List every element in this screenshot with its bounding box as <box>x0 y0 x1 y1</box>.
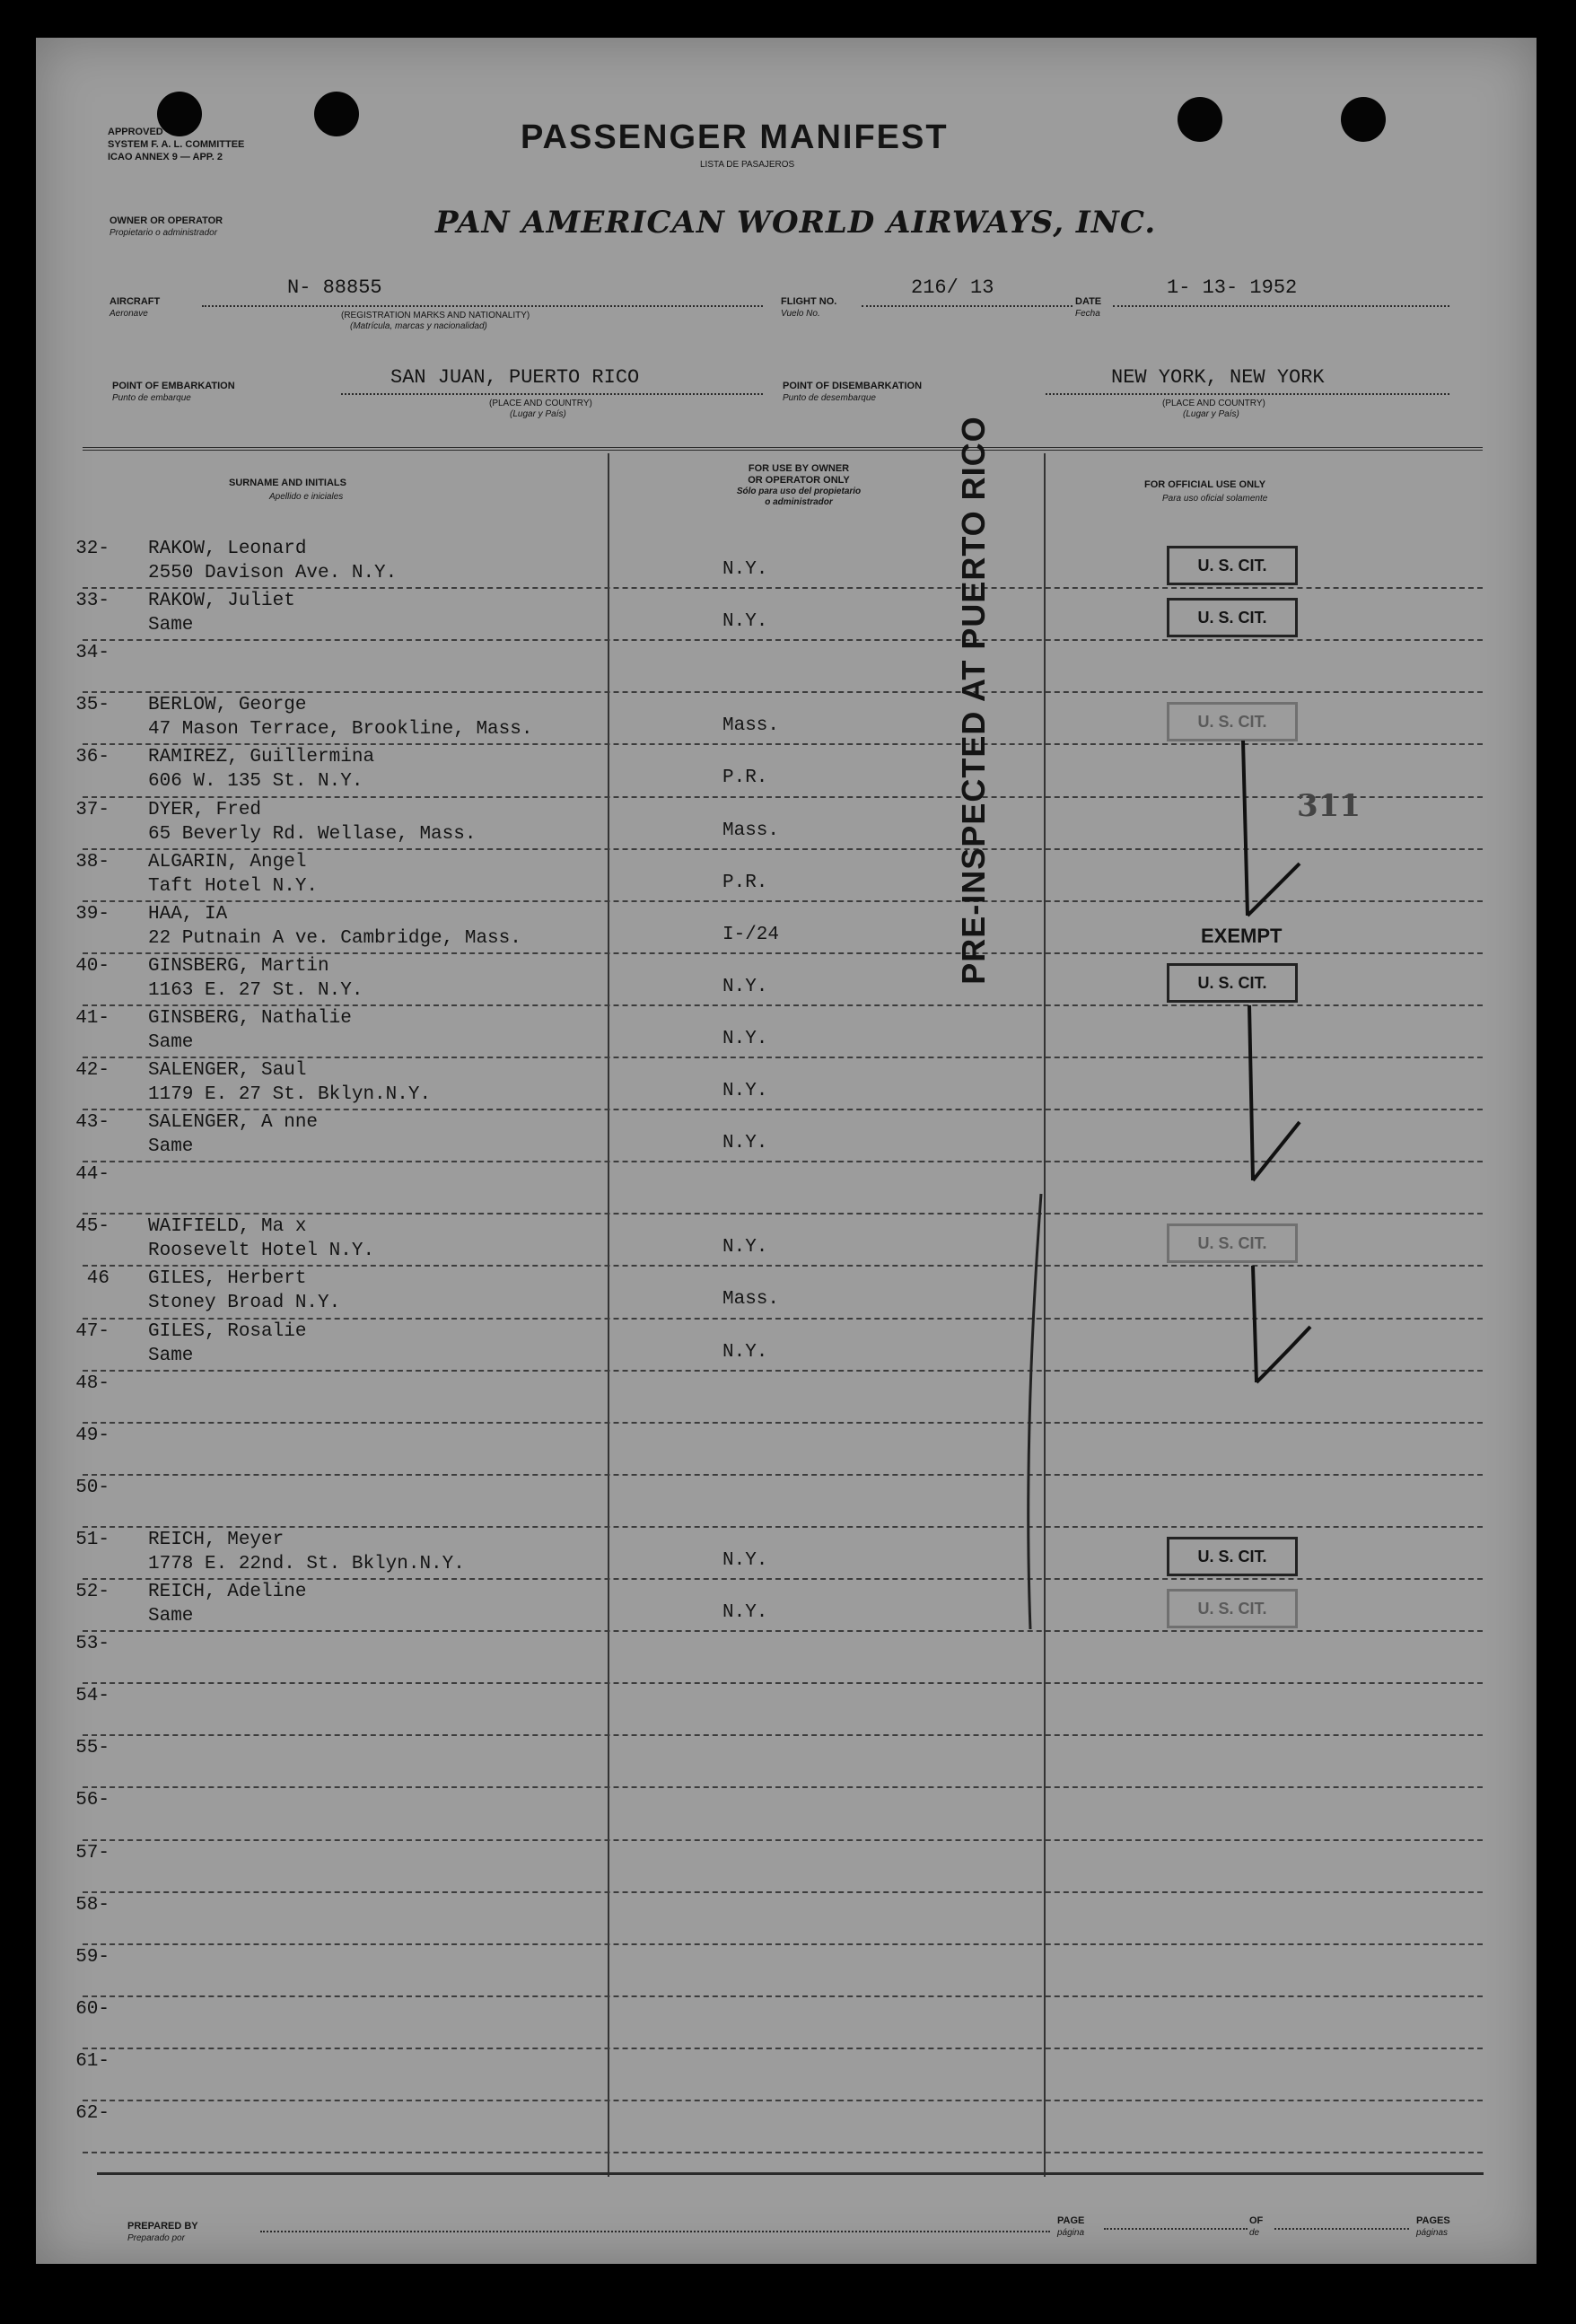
embark-place-caption: (PLACE AND COUNTRY) <box>489 399 592 408</box>
disembark-value: NEW YORK, NEW YORK <box>1111 366 1325 389</box>
registration-caption-es: (Matrícula, marcas y nacionalidad) <box>350 321 487 331</box>
row-number: 41- <box>75 1007 109 1029</box>
passenger-name: REICH, Adeline <box>148 1582 307 1602</box>
pages-label-es: páginas <box>1416 2228 1449 2238</box>
operator-state: N.Y. <box>722 1081 768 1101</box>
flight-value: 216/ 13 <box>911 276 994 299</box>
row-number: 61- <box>75 2050 109 2072</box>
row-number: 33- <box>75 591 109 612</box>
row-number: 44- <box>75 1164 109 1186</box>
passenger-name: SALENGER, A nne <box>148 1112 319 1134</box>
form-title: PASSENGER MANIFEST <box>521 118 949 156</box>
col-head-surname-es: Apellido e iniciales <box>269 492 344 502</box>
embark-value: SAN JUAN, PUERTO RICO <box>390 366 640 389</box>
col-head-official-es: Para uso oficial solamente <box>1162 494 1268 504</box>
passenger-name: WAIFIELD, Ma x <box>148 1216 307 1238</box>
date-label-es: Fecha <box>1075 309 1100 319</box>
passenger-name: RAKOW, Leonard <box>148 539 307 559</box>
row-number: 42- <box>75 1060 109 1081</box>
of-label: OF <box>1249 2215 1264 2226</box>
flight-label-es: Vuelo No. <box>781 309 820 319</box>
passenger-address: Taft Hotel N.Y. <box>148 875 319 897</box>
col-head-operator-line: OR OPERATOR ONLY <box>748 475 850 486</box>
bracket-line <box>1029 1194 1041 1629</box>
col-head-surname: SURNAME AND INITIALS <box>229 478 346 488</box>
passenger-name: GILES, Herbert <box>148 1268 307 1290</box>
row-number: 59- <box>75 1946 109 1968</box>
pre-inspected-stamp: PRE-INSPECTED AT PUERTO RICO <box>955 416 992 985</box>
us-citizen-stamp: U. S. CIT. <box>1167 963 1298 1003</box>
passenger-name: REICH, Meyer <box>148 1529 285 1550</box>
row-number: 34- <box>75 643 109 664</box>
row-number: 37- <box>75 799 109 820</box>
row-number: 39- <box>75 903 109 925</box>
operator-state: P.R. <box>722 767 768 789</box>
us-citizen-stamp: U. S. CIT. <box>1167 546 1298 585</box>
operator-state: N.Y. <box>722 1341 768 1363</box>
passenger-address: Roosevelt Hotel N.Y. <box>148 1241 375 1262</box>
flight-label: FLIGHT NO. <box>781 296 837 307</box>
passenger-address: Same <box>148 1606 194 1627</box>
passenger-address: Same <box>148 1136 194 1158</box>
row-number: 48- <box>75 1372 109 1394</box>
row-number: 51- <box>75 1529 109 1550</box>
aircraft-value: N- 88855 <box>287 276 382 299</box>
operator-state: I-/24 <box>722 924 780 945</box>
us-citizen-stamp: U. S. CIT. <box>1167 1537 1298 1576</box>
operator-state: N.Y. <box>722 1549 768 1571</box>
us-citizen-stamp: U. S. CIT. <box>1167 702 1298 741</box>
passenger-address: Stoney Broad N.Y. <box>148 1293 341 1314</box>
owner-label-es: Propietario o administrador <box>109 228 218 238</box>
disembark-place-caption: (PLACE AND COUNTRY) <box>1162 399 1265 408</box>
operator-state: N.Y. <box>722 1028 768 1049</box>
aircraft-label-es: Aeronave <box>109 309 148 319</box>
disembark-label: POINT OF DISEMBARKATION <box>783 381 923 391</box>
approval-line: ICAO ANNEX 9 — APP. 2 <box>108 152 223 162</box>
approval-line: APPROVED <box>108 127 163 137</box>
passenger-address: 1179 E. 27 St. Bklyn.N.Y. <box>148 1084 432 1105</box>
row-number: 56- <box>75 1790 109 1811</box>
operator-state: Mass. <box>722 820 780 841</box>
col-head-operator-es: o administrador <box>765 497 833 507</box>
row-number: 58- <box>75 1894 109 1916</box>
row-number: 45- <box>75 1216 109 1238</box>
passenger-address: 606 W. 135 St. N.Y. <box>148 771 363 793</box>
row-number: 43- <box>75 1112 109 1134</box>
footer-divider <box>97 2172 1484 2175</box>
date-value: 1- 13- 1952 <box>1167 276 1298 299</box>
of-label-es: de <box>1249 2228 1260 2238</box>
row-number: 55- <box>75 1738 109 1759</box>
embark-place-caption-es: (Lugar y País) <box>510 409 566 419</box>
row-number: 50- <box>75 1477 109 1498</box>
passenger-address: 22 Putnain A ve. Cambridge, Mass. <box>148 927 521 949</box>
row-number: 32- <box>75 539 109 559</box>
page-label-es: página <box>1057 2228 1085 2238</box>
pages-label: PAGES <box>1416 2215 1450 2226</box>
passenger-name: GILES, Rosalie <box>148 1320 307 1342</box>
passenger-name: DYER, Fred <box>148 799 262 820</box>
col-head-operator-es: Sólo para uso del propietario <box>736 487 862 496</box>
passenger-name: ALGARIN, Angel <box>148 851 307 873</box>
embark-label: POINT OF EMBARKATION <box>112 381 235 391</box>
exempt-stamp: EXEMPT <box>1201 925 1283 947</box>
passenger-name: RAKOW, Juliet <box>148 591 295 612</box>
passenger-address: 47 Mason Terrace, Brookline, Mass. <box>148 719 533 741</box>
approval-line: SYSTEM F. A. L. COMMITTEE <box>108 139 245 150</box>
form-title-es: LISTA DE PASAJEROS <box>700 160 795 170</box>
check-mark <box>1243 741 1300 916</box>
row-number: 62- <box>75 2103 109 2124</box>
row-number: 46 <box>86 1268 109 1290</box>
check-mark <box>1253 1266 1310 1382</box>
date-label: DATE <box>1075 296 1102 307</box>
operator-state: N.Y. <box>722 1133 768 1154</box>
row-number: 40- <box>75 955 109 977</box>
us-citizen-stamp: U. S. CIT. <box>1167 1589 1298 1628</box>
registration-caption: (REGISTRATION MARKS AND NATIONALITY) <box>341 311 530 320</box>
row-number: 54- <box>75 1686 109 1707</box>
operator-state: Mass. <box>722 1289 780 1311</box>
row-number: 60- <box>75 1998 109 2020</box>
passenger-name: RAMIREZ, Guillermina <box>148 747 375 768</box>
owner-label: OWNER OR OPERATOR <box>109 215 223 226</box>
passenger-address: Same <box>148 1031 194 1053</box>
operator-state: N.Y. <box>722 976 768 997</box>
passenger-name: GINSBERG, Martin <box>148 955 329 977</box>
passenger-address: Same <box>148 615 194 636</box>
passenger-address: 65 Beverly Rd. Wellase, Mass. <box>148 823 477 845</box>
passenger-name: SALENGER, Saul <box>148 1060 307 1081</box>
airline-name: PAN AMERICAN WORLD AIRWAYS, INC. <box>435 205 1157 241</box>
us-citizen-stamp: U. S. CIT. <box>1167 598 1298 637</box>
prepared-label: PREPARED BY <box>127 2221 198 2232</box>
operator-state: N.Y. <box>722 559 768 580</box>
prepared-label-es: Preparado por <box>127 2233 185 2243</box>
operator-state: N.Y. <box>722 1602 768 1623</box>
row-number: 49- <box>75 1425 109 1446</box>
aircraft-label: AIRCRAFT <box>109 296 161 307</box>
disembark-label-es: Punto de desembarque <box>783 393 876 403</box>
operator-state: N.Y. <box>722 1237 768 1258</box>
passenger-name: HAA, IA <box>148 903 228 925</box>
operator-state: P.R. <box>722 872 768 893</box>
row-number: 57- <box>75 1842 109 1864</box>
col-head-official: FOR OFFICIAL USE ONLY <box>1144 479 1266 490</box>
operator-state: Mass. <box>722 715 780 737</box>
embark-label-es: Punto de embarque <box>112 393 191 403</box>
us-citizen-stamp: U. S. CIT. <box>1167 1223 1298 1263</box>
passenger-name: BERLOW, George <box>148 695 307 716</box>
row-number: 36- <box>75 747 109 768</box>
operator-state: N.Y. <box>722 611 768 633</box>
col-head-operator-line: FOR USE BY OWNER <box>748 463 850 474</box>
official-number: 311 <box>1297 788 1361 824</box>
row-number: 35- <box>75 695 109 716</box>
check-mark <box>1249 1005 1300 1180</box>
passenger-address: 2550 Davison Ave. N.Y. <box>148 563 398 583</box>
page-label: PAGE <box>1057 2215 1085 2226</box>
row-number: 38- <box>75 851 109 873</box>
row-number: 52- <box>75 1582 109 1602</box>
passenger-address: 1163 E. 27 St. N.Y. <box>148 979 363 1001</box>
row-number: 47- <box>75 1320 109 1342</box>
row-number: 53- <box>75 1634 109 1655</box>
passenger-address: 1778 E. 22nd. St. Bklyn.N.Y. <box>148 1553 465 1574</box>
disembark-place-caption-es: (Lugar y País) <box>1183 409 1239 419</box>
passenger-name: GINSBERG, Nathalie <box>148 1007 352 1029</box>
passenger-address: Same <box>148 1345 194 1366</box>
